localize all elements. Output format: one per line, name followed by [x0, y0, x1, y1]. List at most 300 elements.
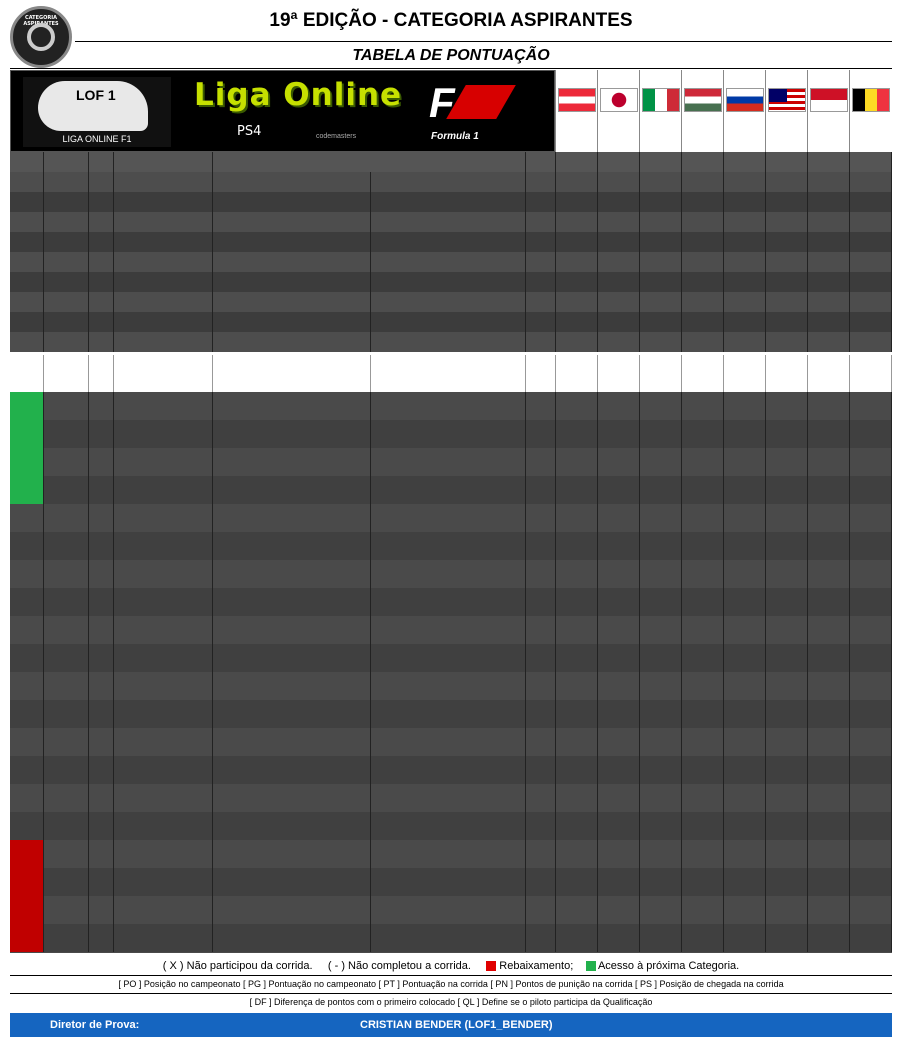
cell: [850, 292, 892, 312]
cell: [526, 232, 556, 252]
page-subtitle: TABELA DE PONTUAÇÃO: [352, 47, 550, 64]
cell: [114, 476, 213, 504]
cell: [640, 332, 682, 352]
cell: [10, 784, 44, 812]
table-row: [10, 532, 892, 560]
cell: [114, 672, 213, 700]
cell: [89, 700, 114, 728]
race-code: [766, 70, 807, 88]
cell: [598, 212, 640, 232]
cell: [371, 532, 526, 560]
cell: [213, 756, 371, 784]
race-result: [808, 420, 850, 448]
cell: [371, 172, 526, 192]
cell: [850, 272, 892, 292]
cell: [44, 292, 89, 312]
cell: [724, 232, 766, 252]
race-code: [556, 70, 597, 88]
cell: [766, 212, 808, 232]
cell: [89, 212, 114, 232]
cell: [526, 292, 556, 312]
race-result: [724, 784, 766, 812]
cell: [371, 476, 526, 504]
header-po: [10, 355, 44, 392]
cell: [10, 212, 44, 232]
cell: [556, 252, 598, 272]
cell: [371, 644, 526, 672]
race-result: [556, 476, 598, 504]
cell: [44, 672, 89, 700]
table-row: [10, 212, 892, 232]
table-row: [10, 392, 892, 420]
race-result: [598, 420, 640, 448]
cell: [766, 312, 808, 332]
cell: [526, 560, 556, 588]
race-result: [850, 420, 892, 448]
cell: [766, 292, 808, 312]
f1-subtitle: Formula 1: [431, 131, 479, 142]
cell: [114, 448, 213, 476]
header-po: [10, 152, 44, 172]
header-race-group: [808, 355, 850, 392]
race-result: [850, 532, 892, 560]
header-race-group: [556, 355, 598, 392]
table-row: [10, 252, 892, 272]
cell: [213, 392, 371, 420]
race-result: [724, 924, 766, 952]
cell: [371, 588, 526, 616]
race-result: [682, 588, 724, 616]
race-result: [766, 560, 808, 588]
cell: [213, 292, 371, 312]
cell: [724, 292, 766, 312]
cell: [114, 728, 213, 756]
cell: [114, 532, 213, 560]
cell: [682, 252, 724, 272]
race-result: [850, 756, 892, 784]
cell: [89, 840, 114, 868]
cell: [44, 616, 89, 644]
race-result: [682, 896, 724, 924]
race-result: [640, 532, 682, 560]
cell: [114, 192, 213, 212]
race-result: [640, 756, 682, 784]
cell: [556, 272, 598, 292]
cell: [89, 292, 114, 312]
race-result: [724, 448, 766, 476]
table-row: [10, 840, 892, 868]
cell: [213, 232, 371, 252]
table-row: [10, 192, 892, 212]
race-result: [808, 784, 850, 812]
header-race-group: [682, 355, 724, 392]
race-result: [724, 504, 766, 532]
cell: [640, 252, 682, 272]
cell: [526, 616, 556, 644]
header-race-group: [598, 355, 640, 392]
race-result: [808, 756, 850, 784]
race-result: [850, 392, 892, 420]
race-result: [724, 728, 766, 756]
race-result: [808, 588, 850, 616]
cell: [766, 192, 808, 212]
race-result: [556, 924, 598, 952]
cell: [89, 232, 114, 252]
cell: [10, 812, 44, 840]
cell: [44, 312, 89, 332]
race-result: [598, 756, 640, 784]
header-pt: [724, 152, 766, 172]
table-row: [10, 312, 892, 332]
page-title: 19ª EDIÇÃO - CATEGORIA ASPIRANTES: [269, 10, 633, 31]
cell: [371, 212, 526, 232]
race-result: [598, 448, 640, 476]
cell: [598, 192, 640, 212]
race-date: [640, 114, 681, 124]
cell: [10, 896, 44, 924]
race-result: [598, 784, 640, 812]
race-result: [808, 868, 850, 896]
header-race-group: [766, 355, 808, 392]
cell: [44, 332, 89, 352]
cell: [526, 212, 556, 232]
race-code: [850, 70, 891, 88]
cell: [114, 756, 213, 784]
cell: [850, 332, 892, 352]
liga-online-logo: Liga Online: [194, 77, 403, 113]
race-result: [808, 672, 850, 700]
race-result: [850, 896, 892, 924]
cell: [526, 812, 556, 840]
cell: [598, 172, 640, 192]
cell: [44, 504, 89, 532]
race-result: [598, 392, 640, 420]
race-result: [850, 812, 892, 840]
race-result: [724, 420, 766, 448]
race-result: [766, 868, 808, 896]
race-result: [850, 504, 892, 532]
cell: [89, 192, 114, 212]
race-result: [766, 448, 808, 476]
cell: [213, 560, 371, 588]
cell: [10, 312, 44, 332]
ps4-logo: PS4: [237, 124, 262, 139]
cell: [89, 172, 114, 192]
race-result: [556, 560, 598, 588]
race-result: [640, 644, 682, 672]
cell: [371, 332, 526, 352]
codemasters-logo: codemasters: [316, 133, 357, 140]
cell: [526, 728, 556, 756]
cell: [766, 272, 808, 292]
legend-row-3: [ DF ] Diferença de pontos com o primeiro colocado [ QL ] Define se o piloto participa da Qualificação: [249, 997, 653, 1007]
race-result: [766, 476, 808, 504]
cell: [808, 272, 850, 292]
cell: [44, 420, 89, 448]
header-part: [371, 355, 526, 392]
cell: [89, 420, 114, 448]
race-result: [640, 476, 682, 504]
race-result: [640, 616, 682, 644]
race-result: [598, 868, 640, 896]
cell: [44, 532, 89, 560]
cell: [640, 172, 682, 192]
race-result: [850, 476, 892, 504]
cell: [10, 644, 44, 672]
race-result: [640, 504, 682, 532]
table-row: [10, 420, 892, 448]
cell: [371, 504, 526, 532]
cell: [526, 420, 556, 448]
race-column: [681, 70, 723, 152]
cell: [371, 292, 526, 312]
cell: [44, 392, 89, 420]
cell: [89, 332, 114, 352]
director-name: CRISTIAN BENDER (LOF1_BENDER): [360, 1019, 553, 1031]
cell: [114, 560, 213, 588]
cell: [808, 232, 850, 252]
cell: [526, 332, 556, 352]
race-result: [640, 924, 682, 952]
race-time: [682, 124, 723, 134]
race-result: [682, 812, 724, 840]
race-result: [640, 448, 682, 476]
race-result: [724, 392, 766, 420]
race-result: [682, 728, 724, 756]
footer-bar: [10, 1013, 892, 1037]
cell: [556, 312, 598, 332]
race-result: [724, 476, 766, 504]
race-result: [640, 896, 682, 924]
cell: [682, 272, 724, 292]
lof1-logo: [23, 77, 171, 147]
race-column: [807, 70, 849, 152]
cell: [44, 232, 89, 252]
race-result: [808, 644, 850, 672]
race-result: [598, 672, 640, 700]
race-result: [598, 812, 640, 840]
race-result: [766, 896, 808, 924]
race-result: [682, 560, 724, 588]
divider: [10, 993, 892, 994]
cell: [682, 212, 724, 232]
race-result: [850, 560, 892, 588]
cell: [114, 420, 213, 448]
cell: [371, 728, 526, 756]
race-time: [598, 124, 639, 134]
race-result: [724, 560, 766, 588]
table-row: [10, 232, 892, 252]
cell: [371, 560, 526, 588]
race-result: [724, 644, 766, 672]
cell: [114, 784, 213, 812]
race-result: [850, 616, 892, 644]
race-result: [598, 896, 640, 924]
cell: [371, 840, 526, 868]
cell: [44, 644, 89, 672]
race-result: [850, 448, 892, 476]
race-date: [808, 114, 849, 124]
cell: [213, 448, 371, 476]
race-result: [850, 840, 892, 868]
race-result: [682, 700, 724, 728]
table-row: [10, 172, 892, 192]
cell: [850, 192, 892, 212]
cell: [526, 532, 556, 560]
cell: [526, 252, 556, 272]
cell: [556, 212, 598, 232]
table-row: [10, 896, 892, 924]
cell: [808, 332, 850, 352]
cell: [114, 644, 213, 672]
race-result: [640, 420, 682, 448]
race-result: [850, 644, 892, 672]
table-row: [10, 784, 892, 812]
cell: [213, 588, 371, 616]
header-pt: [850, 152, 892, 172]
race-result: [724, 672, 766, 700]
cell: [10, 560, 44, 588]
cell: [371, 232, 526, 252]
race-result: [808, 812, 850, 840]
header-ql: [526, 355, 556, 392]
race-result: [724, 532, 766, 560]
cell: [114, 272, 213, 292]
cell: [89, 672, 114, 700]
cell: [766, 172, 808, 192]
cell: [556, 192, 598, 212]
race-result: [640, 868, 682, 896]
race-result: [766, 840, 808, 868]
cell: [808, 312, 850, 332]
cell: [526, 840, 556, 868]
director-label: Diretor de Prova:: [50, 1019, 140, 1031]
divider: [10, 68, 892, 69]
race-result: [598, 560, 640, 588]
flag-aus-icon: [558, 88, 596, 112]
cell: [44, 700, 89, 728]
cell: [44, 212, 89, 232]
f1-logo-mark: F: [429, 79, 452, 126]
race-result: [556, 448, 598, 476]
cell: [10, 840, 44, 868]
race-time: [640, 124, 681, 134]
cell: [526, 476, 556, 504]
header-pg: [44, 355, 89, 392]
logo-caption: LIGA ONLINE F1: [62, 134, 132, 144]
race-result: [682, 840, 724, 868]
cell: [44, 560, 89, 588]
cell: [371, 896, 526, 924]
cell: [371, 616, 526, 644]
header-df: [89, 355, 114, 392]
cell: [371, 784, 526, 812]
cell: [114, 924, 213, 952]
race-time: [556, 124, 597, 134]
cell: [89, 252, 114, 272]
race-result: [556, 840, 598, 868]
cell: [598, 292, 640, 312]
race-code: [682, 70, 723, 88]
cell: [44, 756, 89, 784]
race-column: [723, 70, 765, 152]
cell: [213, 616, 371, 644]
race-result: [766, 756, 808, 784]
race-result: [724, 840, 766, 868]
race-result: [850, 868, 892, 896]
race-result: [682, 756, 724, 784]
race-date: [766, 114, 807, 124]
flag-rus-icon: [726, 88, 764, 112]
race-date: [850, 114, 891, 124]
cell: [371, 868, 526, 896]
header-pt: [766, 152, 808, 172]
race-result: [766, 588, 808, 616]
cell: [371, 252, 526, 272]
helmet-icon: [38, 81, 148, 131]
cell: [10, 448, 44, 476]
cell: [213, 332, 371, 352]
race-result: [766, 392, 808, 420]
cell: [114, 700, 213, 728]
race-result: [682, 616, 724, 644]
race-result: [850, 588, 892, 616]
cell: [10, 172, 44, 192]
f1-logo: [421, 79, 531, 149]
race-result: [598, 532, 640, 560]
cell: [371, 272, 526, 292]
cell: [44, 448, 89, 476]
cell: [44, 588, 89, 616]
cell: [114, 504, 213, 532]
cell: [89, 312, 114, 332]
cell: [114, 212, 213, 232]
race-result: [556, 616, 598, 644]
flag-hun-icon: [684, 88, 722, 112]
race-result: [598, 588, 640, 616]
cell: [114, 312, 213, 332]
cell: [850, 232, 892, 252]
cell: [44, 840, 89, 868]
race-result: [724, 896, 766, 924]
cell: [114, 616, 213, 644]
cell: [526, 644, 556, 672]
race-result: [556, 784, 598, 812]
cell: [89, 272, 114, 292]
race-column: [555, 70, 597, 152]
race-result: [724, 756, 766, 784]
cell: [89, 812, 114, 840]
table-row: [10, 700, 892, 728]
race-result: [850, 784, 892, 812]
cell: [213, 212, 371, 232]
cell: [766, 232, 808, 252]
race-result: [766, 420, 808, 448]
cell: [44, 868, 89, 896]
cell: [213, 312, 371, 332]
race-result: [850, 728, 892, 756]
cell: [10, 476, 44, 504]
race-result: [640, 560, 682, 588]
table-row: [10, 756, 892, 784]
cell: [682, 332, 724, 352]
cell: [213, 644, 371, 672]
race-result: [556, 532, 598, 560]
race-result: [766, 532, 808, 560]
race-result: [682, 420, 724, 448]
cell: [213, 476, 371, 504]
race-result: [724, 616, 766, 644]
